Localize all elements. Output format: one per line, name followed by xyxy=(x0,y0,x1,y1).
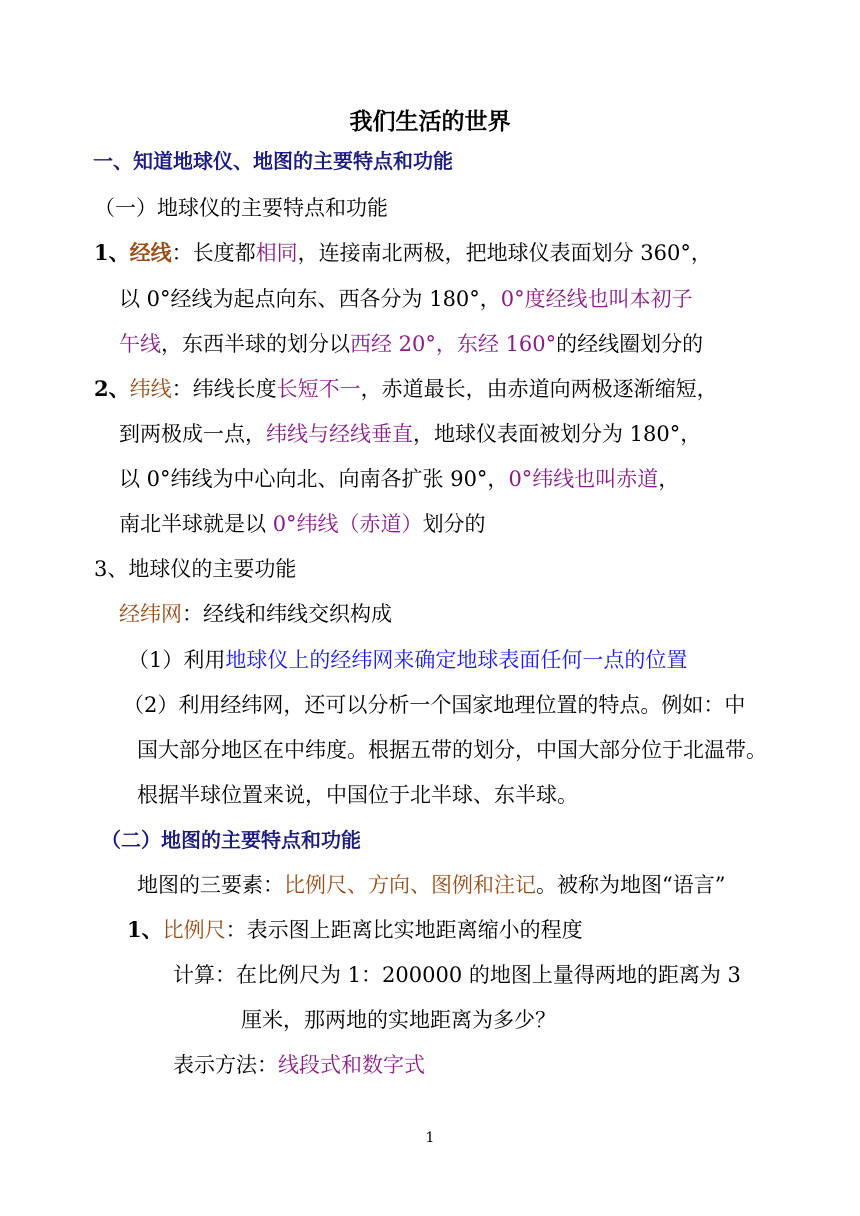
item-number: 2、 xyxy=(94,376,130,401)
text: ，连接南北两极，把地球仪表面划分 360°， xyxy=(297,241,712,265)
text: 南北半球就是以 xyxy=(119,512,273,536)
item-number: 1、 xyxy=(94,240,130,265)
scale-calculation-line2: 厘米，那两地的实地距离为多少？ xyxy=(241,1008,556,1032)
subsection-heading-map: （二）地图的主要特点和功能 xyxy=(101,828,361,852)
highlight-hemisphere-division: 西经 20°，东经 160° xyxy=(350,332,557,356)
term-scale: 比例尺 xyxy=(162,918,226,942)
highlight-prime-meridian: 0°度经线也叫本初子 xyxy=(500,287,693,311)
highlight-same: 相同 xyxy=(255,241,298,265)
graticule-use-1 xyxy=(128,645,687,675)
highlight-equator-division: 0°纬线（赤道） xyxy=(272,512,423,536)
text: 以 0°纬线为中心向北、向南各扩张 90°， xyxy=(119,467,509,491)
highlight-unequal-length: 长短不一 xyxy=(276,377,361,401)
map-elements xyxy=(137,870,725,900)
text: ：表示图上距离比实地距离缩小的程度 xyxy=(225,918,583,942)
scale-definition xyxy=(127,915,583,945)
highlight-map-elements: 比例尺、方向、图例和注记 xyxy=(284,873,536,897)
scale-calculation-line1: 计算：在比例尺为 1：200000 的地图上量得两地的距离为 3 xyxy=(173,963,741,987)
term-latitude: 纬线 xyxy=(129,377,172,401)
text: ，东西半球的划分以 xyxy=(161,332,350,356)
graticule-use-2-line3: 根据半球位置来说，中国位于北半球、东半球。 xyxy=(137,783,578,807)
text: 以 0°经线为起点向东、西各分为 180°， xyxy=(119,287,501,311)
text: ， xyxy=(658,467,680,491)
text: （1）利用 xyxy=(128,648,226,672)
text: 划分的 xyxy=(422,512,486,536)
text: ：长度都 xyxy=(171,241,256,265)
highlight-equator: 0°纬线也叫赤道 xyxy=(508,467,659,491)
graticule-use-2-line1: （2）利用经纬网，还可以分析一个国家地理位置的特点。例如：中 xyxy=(123,693,746,717)
text: 。被称为地图“语言” xyxy=(536,873,726,897)
term-graticule: 经纬网 xyxy=(119,602,182,626)
text: ：纬线长度 xyxy=(171,377,277,401)
text: ：经线和纬线交织构成 xyxy=(182,602,392,626)
graticule-use-2-line2: 国大部分地区在中纬度。根据五带的划分，中国大部分位于北温带。 xyxy=(137,738,767,762)
paragraph-latitude-line3 xyxy=(119,464,679,494)
item-number: 1、 xyxy=(127,917,163,942)
paragraph-longitude-line1 xyxy=(94,238,712,268)
paragraph-latitude-line1 xyxy=(94,374,718,404)
graticule-definition xyxy=(119,599,392,629)
page-title: 我们生活的世界 xyxy=(349,109,511,135)
paragraph-longitude-line3 xyxy=(119,329,703,359)
highlight-perpendicular: 纬线与经线垂直 xyxy=(266,422,413,446)
page-number: 1 xyxy=(425,1130,435,1146)
text: 表示方法： xyxy=(173,1053,278,1077)
globe-function-heading: 3、地球仪的主要功能 xyxy=(94,557,297,581)
term-longitude: 经线 xyxy=(129,240,172,265)
text: 到两极成一点， xyxy=(119,422,266,446)
subsection-heading-globe: （一）地球仪的主要特点和功能 xyxy=(94,196,388,220)
text: 地图的三要素： xyxy=(137,873,284,897)
text: ，赤道最长，由赤道向两极逐渐缩短， xyxy=(360,377,718,401)
section-heading-1: 一、知道地球仪、地图的主要特点和功能 xyxy=(93,149,453,173)
text: ，地球仪表面被划分为 180°， xyxy=(413,422,702,446)
paragraph-latitude-line4 xyxy=(119,509,486,539)
scale-representation xyxy=(173,1050,425,1080)
text: 的经线圈划分的 xyxy=(556,332,704,356)
highlight-scale-forms: 线段式和数字式 xyxy=(278,1053,425,1077)
paragraph-longitude-line2 xyxy=(119,284,693,314)
paragraph-latitude-line2 xyxy=(119,419,701,449)
highlight-locate-point: 地球仪上的经纬网来确定地球表面任何一点的位置 xyxy=(225,648,688,672)
highlight-meridian: 午线 xyxy=(119,332,161,356)
